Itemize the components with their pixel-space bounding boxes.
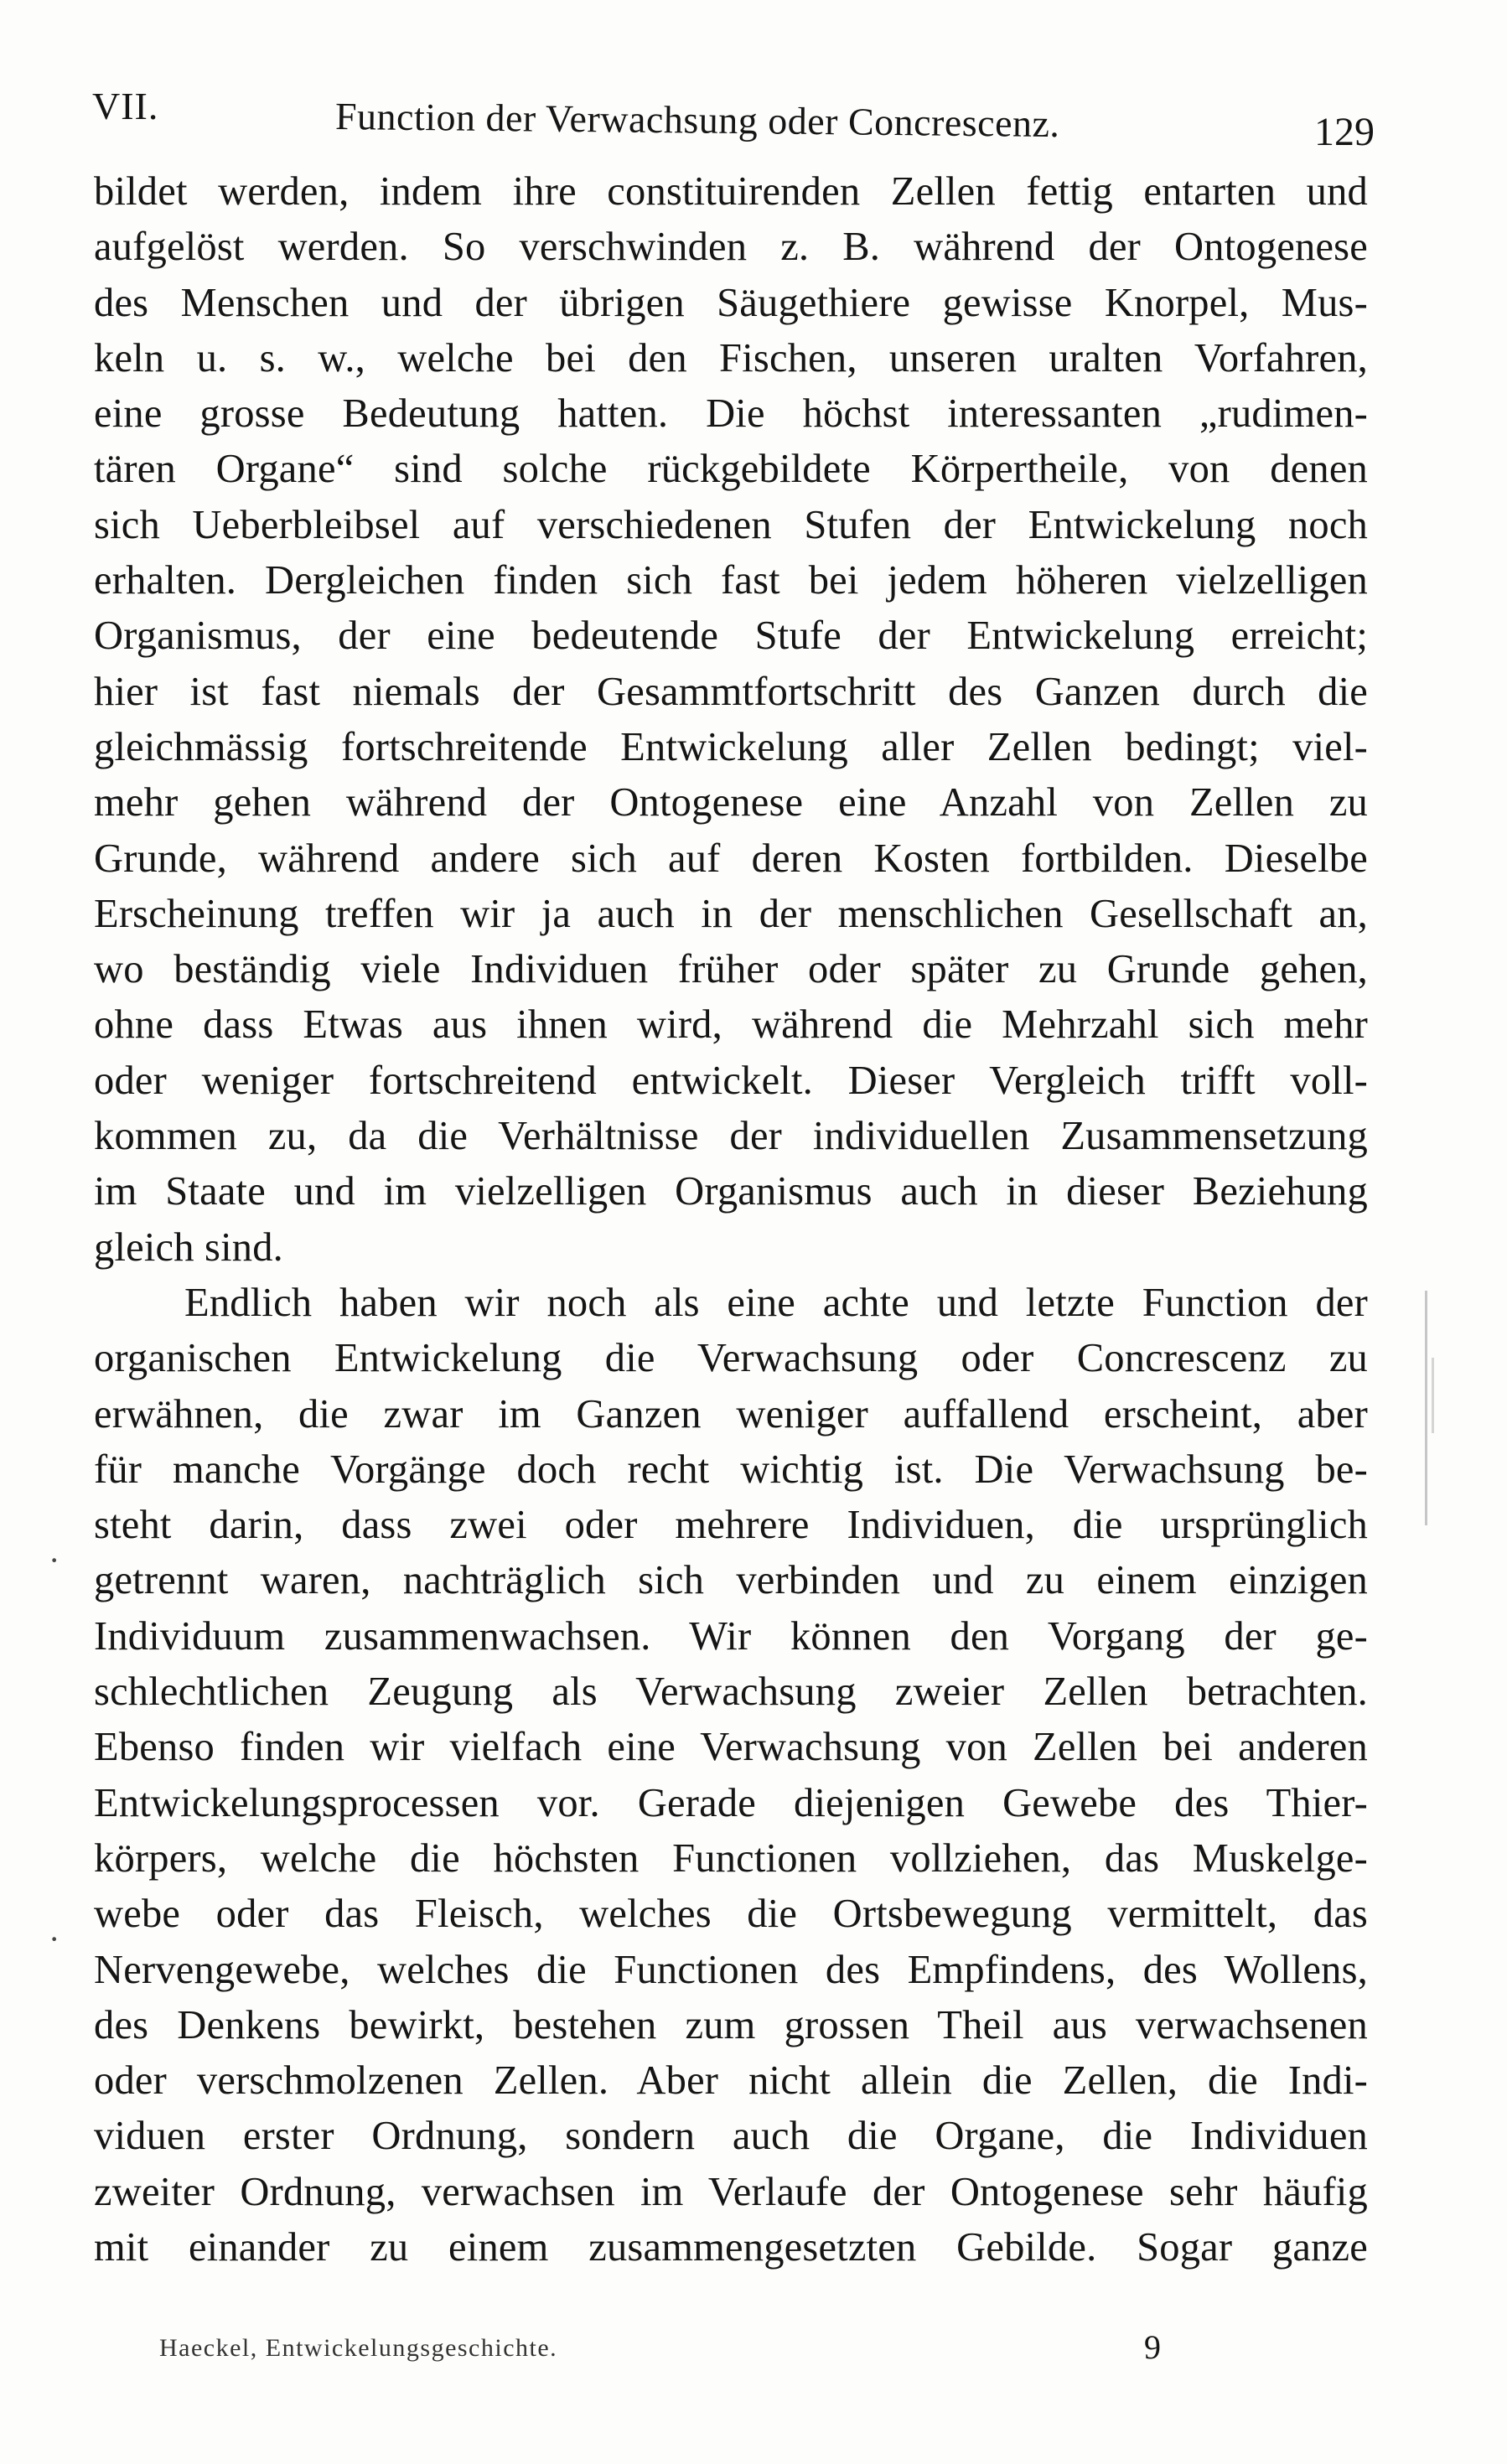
running-title: Function der Verwachsung oder Concrescenz. <box>334 95 1060 146</box>
text-line: im Staate und im vielzelligen Organismus auch in dieser Beziehung <box>94 1169 1368 1214</box>
text-line: erwähnen, die zwar im Ganzen weniger auffallend erscheint, aber <box>94 1391 1368 1436</box>
text-line: hier ist fast niemals der Gesammtfortschritt des Ganzen durch die <box>94 669 1368 714</box>
chapter-number: VII. <box>92 85 159 127</box>
text-line: getrennt waren, nachträglich sich verbinden und zu einem einzigen <box>94 1558 1368 1603</box>
text-line: oder verschmolzenen Zellen. Aber nicht allein die Zellen, die Indi- <box>94 2058 1368 2104</box>
running-header <box>92 84 1375 154</box>
scan-edge-mark <box>1425 1291 1427 1525</box>
text-line: Individuum zusammenwachsen. Wir können den Vorgang der ge- <box>94 1613 1368 1659</box>
scan-speck: · <box>49 1541 60 1579</box>
text-line: viduen erster Ordnung, sondern auch die Organe, die Individuen <box>94 2114 1368 2159</box>
paragraph-end-line: gleich sind. <box>94 1224 284 1270</box>
signature-mark: Haeckel, Entwickelungsgeschichte. <box>159 2334 558 2362</box>
text-line: mehr gehen während der Ontogenese eine Anzahl von Zellen zu <box>94 780 1368 826</box>
text-line: körpers, welche die höchsten Functionen vollziehen, das Muskelge- <box>94 1835 1368 1881</box>
text-line: steht darin, dass zwei oder mehrere Individuen, die ursprünglich <box>94 1503 1368 1548</box>
text-line: kommen zu, da die Verhältnisse der individuellen Zusammensetzung <box>94 1114 1368 1159</box>
page-number: 129 <box>1314 110 1375 154</box>
text-line: bildet werden, indem ihre constituirenden Zellen fettig entarten und <box>94 169 1368 214</box>
text-line: keln u. s. w., welche bei den Fischen, unseren uralten Vorfahren, <box>94 335 1368 380</box>
text-line: sich Ueberbleibsel auf verschiedenen Stufen der Entwickelung noch <box>94 502 1368 547</box>
text-line: organischen Entwickelung die Verwachsung oder Concrescenz zu <box>94 1336 1368 1381</box>
text-line: Erscheinung treffen wir ja auch in der menschlichen Gesellschaft an, <box>94 891 1368 936</box>
text-line: des Denkens bewirkt, bestehen zum grossen Theil aus verwachsenen <box>94 2002 1368 2047</box>
body-text <box>94 164 1368 2275</box>
text-line: Nervengewebe, welches die Functionen des Empfindens, des Wollens, <box>94 1947 1368 1992</box>
text-line: wo beständig viele Individuen früher oder später zu Grunde gehen, <box>94 947 1368 992</box>
page-footer <box>159 2328 1333 2376</box>
text-line: zweiter Ordnung, verwachsen im Verlaufe der Ontogenese sehr häufig <box>94 2169 1368 2214</box>
text-line: oder weniger fortschreitend entwickelt. Dieser Vergleich trifft voll- <box>94 1058 1368 1103</box>
text-line: gleichmässig fortschreitende Entwickelung aller Zellen bedingt; viel- <box>94 724 1368 769</box>
text-line: Entwickelungsprocessen vor. Gerade diejenigen Gewebe des Thier- <box>94 1780 1368 1825</box>
sheet-number: 9 <box>1144 2328 1161 2366</box>
text-line: Grunde, während andere sich auf deren Kosten fortbilden. Dieselbe <box>94 836 1368 881</box>
text-line: aufgelöst werden. So verschwinden z. B. während der Ontogenese <box>94 225 1368 270</box>
text-line: eine grosse Bedeutung hatten. Die höchst interessanten „rudimen- <box>94 391 1368 437</box>
text-line: tären Organe“ sind solche rückgebildete Körpertheile, von denen <box>94 447 1368 492</box>
text-line: mit einander zu einem zusammengesetzten Gebilde. Sogar ganze <box>94 2224 1368 2270</box>
text-line: schlechtlichen Zeugung als Verwachsung zweier Zellen betrachten. <box>94 1669 1368 1715</box>
text-line: ohne dass Etwas aus ihnen wird, während die Mehrzahl sich mehr <box>94 1002 1368 1048</box>
text-line: des Menschen und der übrigen Säugethiere gewisse Knorpel, Mus- <box>94 280 1368 325</box>
text-line: Ebenso finden wir vielfach eine Verwachsung von Zellen bei anderen <box>94 1725 1368 1770</box>
scan-speck: · <box>49 1920 60 1958</box>
paragraph-start-line: Endlich haben wir noch als eine achte und letzte Function der <box>184 1280 1368 1325</box>
text-line: Organismus, der eine bedeutende Stufe der Entwickelung erreicht; <box>94 613 1368 659</box>
text-line: webe oder das Fleisch, welches die Ortsbewegung vermittelt, das <box>94 1892 1368 1937</box>
scan-edge-mark <box>1432 1358 1434 1433</box>
text-line: für manche Vorgänge doch recht wichtig ist. Die Verwachsung be- <box>94 1447 1368 1492</box>
text-line: erhalten. Dergleichen finden sich fast bei jedem höheren vielzelligen <box>94 558 1368 603</box>
